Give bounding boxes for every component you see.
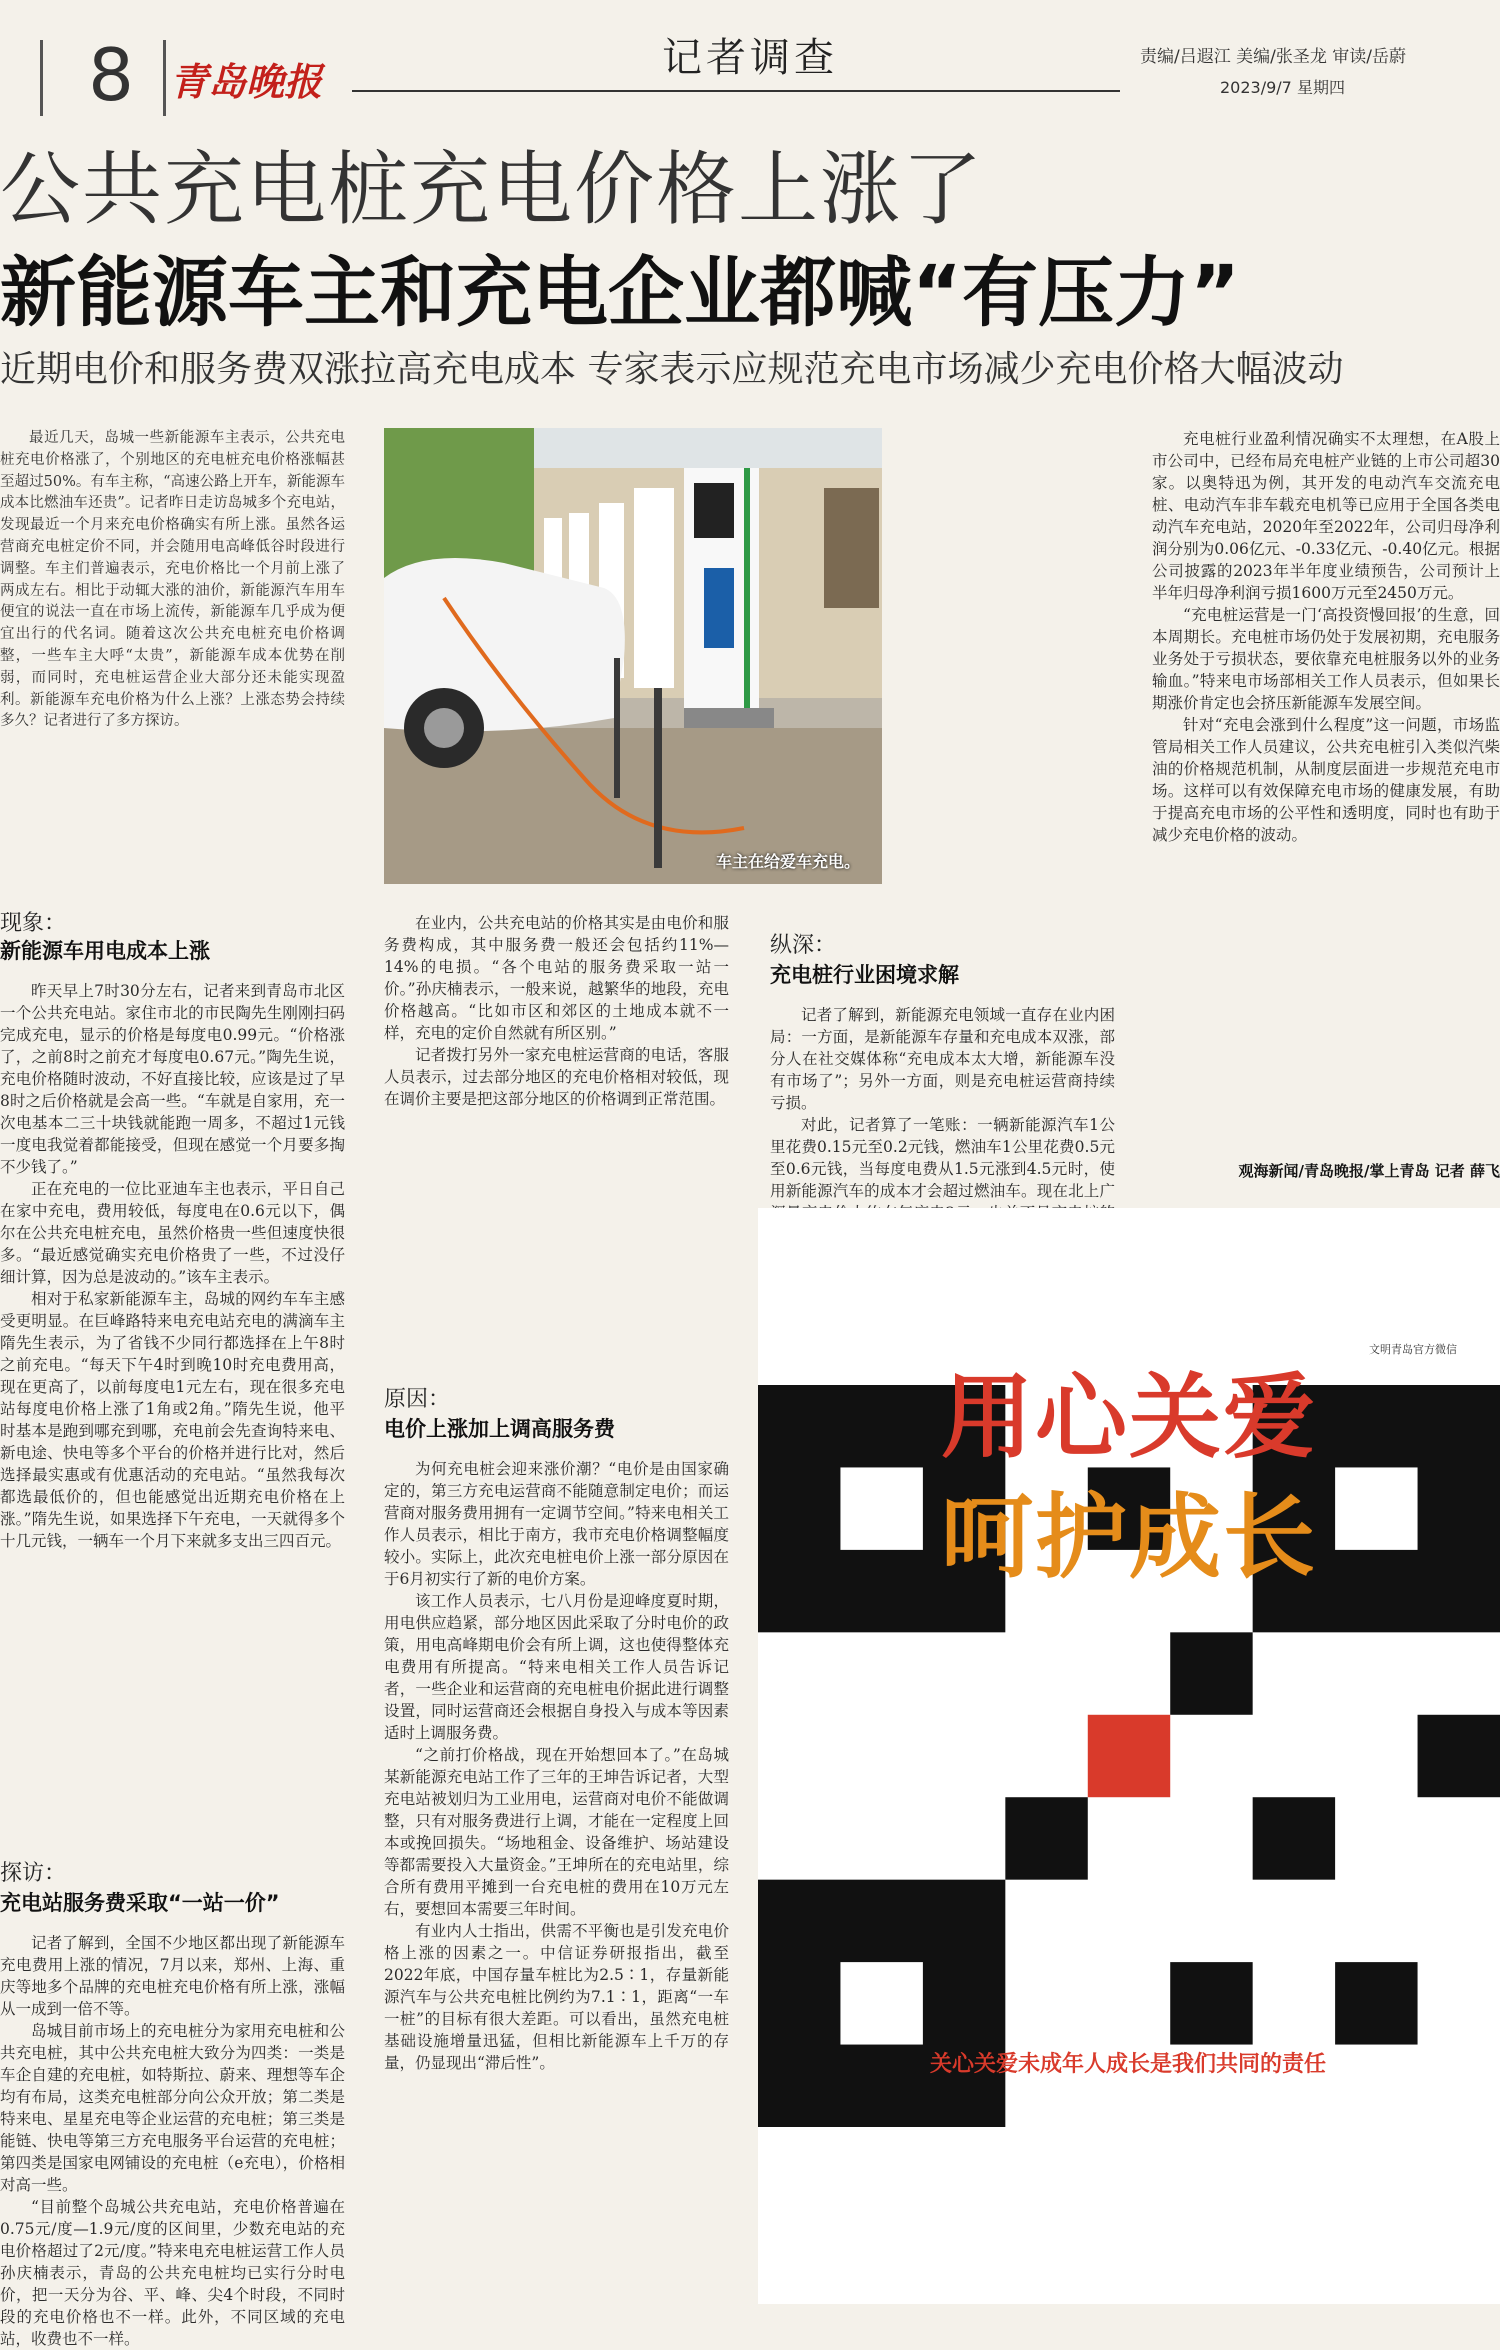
section-title-deep: 充电桩行业困境求解 (770, 963, 959, 987)
article-lead (0, 428, 345, 906)
article-byline (1152, 1160, 1500, 1186)
section-label-phenomenon: 现象： (0, 911, 67, 936)
paragraph: 在业内，公共充电站的价格其实是由电价和服务费构成，其中服务费一般还会包括约11%—14%的电损。“各个电站的服务费采取一站一价。”孙庆楠表示，一般来说，越繁华的地段，充电价格越高。“比如市区和郊区的土地成本就不一样，充电的定价自然就有所区别。” (384, 914, 729, 1042)
header-rule (352, 90, 1120, 92)
ad-headline-1: 用心关爱 (940, 1364, 1317, 1471)
charging-station-photo (384, 428, 882, 884)
ad-slogan-text: 讲文明 树新风 (818, 1264, 952, 1288)
editor-credits: 责编/吕遐江 美编/张圣龙 审读/岳蔚 (1140, 47, 1406, 67)
paragraph: 有业内人士指出，供需不平衡也是引发充电价格上涨的因素之一。中信证券研报指出，截至2022年底，中国存量车桩比为2.5∶1，存量新能源汽车与公共充电桩比例约为7.1∶1，距离“一车一桩”的目标有很大差距。可以看出，虽然充电桩基础设施增量迅猛，但相比新能源车上千万的存量，仍显现出“滞后性”。 (384, 1922, 729, 2072)
section-title-reason: 电价上涨加上调高服务费 (384, 1417, 615, 1441)
paragraph: 为何充电桩会迎来涨价潮？“电价是由国家确定的，第三方充电运营商不能随意制定电价；而运营商对服务费用拥有一定调节空间。”特来电相关工作人员表示，相比于南方，我市充电价格调整幅度较小。实际上，此次充电桩电价上涨一部分原因在于6月初实行了新的电价方案。 (384, 1460, 729, 1588)
section-label-reason: 原因： (384, 1387, 451, 1412)
section-body-reason (384, 1458, 729, 2304)
lead-paragraph: 最近几天，岛城一些新能源车主表示，公共充电桩充电价格涨了，个别地区的充电桩充电价格涨幅甚至超过50%。有车主称，“高速公路上开车，新能源车成本比燃油车还贵”。记者昨日走访岛城多个充电站，发现最近一个月来充电价格确实有所上涨。虽然各运营商充电桩定价不同，并会随用电高峰低谷时段进行调整。车主们普遍表示，充电价格比一个月前上涨了两成左右。相比于动辄大涨的油价，新能源汽车用车便宜的说法一直在市场上流传，新能源车几乎成为便宜出行的代名词。随着这次公共充电桩充电价格调整，一些车主大呼“太贵”，新能源车成本优势在削弱，而同时，充电桩运营企业大部分还未能实现盈利。新能源车充电价格为什么上涨？上涨态势会持续多久？记者进行了多方探访。 (0, 430, 345, 730)
paragraph: “之前打价格战，现在开始想回本了。”在岛城某新能源充电站工作了三年的王坤告诉记者，大型充电站被划归为工业用电，运营商对电价不能做调整，只有对服务费进行上调，才能在一定程度上回本或挽回损失。“场地租金、设备维护、场站建设等都需要投入大量资金。”王坤所在的充电站里，综合所有费用平摊到一台充电桩的费用在10万元左右，要想回本需要三年时间。 (384, 1746, 729, 1918)
divider (40, 40, 43, 116)
paragraph: “目前整个岛城公共充电站，充电价格普遍在0.75元/度—1.9元/度的区间里，少数充电站的充电价格超过了2元/度。”特来电充电桩运营工作人员孙庆楠表示，青岛的公共充电桩均已实行分时电价，把一天分为谷、平、峰、尖4个时段，不同时段的充电价格也不一样。此外，不同区域的充电站，收费也不一样。 (0, 2198, 345, 2348)
paragraph: 充电桩行业盈利情况确实不太理想，在A股上市公司中，已经布局充电桩产业链的上市公司超30家。以奥特迅为例，其开发的电动汽车交流充电桩、电动汽车非车载充电机等已应用于全国各类电动汽车充电站，2020年至2022年，公司归母净利润分别为0.06亿元、-0.33亿元、-0.40亿元。根据公司披露的2023年半年度业绩预告，公司预计上半年归母净利润亏损1600万元至2450万元。 (1152, 430, 1500, 602)
masthead (0, 0, 1500, 120)
paragraph: 记者了解到，全国不少地区都出现了新能源车充电费用上涨的情况，7月以来，郑州、上海、重庆等地多个品牌的充电桩充电价格有所上涨，涨幅从一成到一倍不等。 (0, 1934, 345, 2018)
paragraph: 针对“充电会涨到什么程度”这一问题，市场监管局相关工作人员建议，公共充电桩引入类似汽柴油的价格规范机制，从制度层面进一步规范充电市场。这样可以有效保障充电市场的健康发展，有助于提高充电市场的公平性和透明度，同时也有助于减少充电价格的波动。 (1152, 716, 1500, 844)
byline-name: 薛飞 (1469, 1162, 1500, 1180)
paragraph: 记者拨打另外一家充电桩运营商的电话，客服人员表示，过去部分地区的充电价格相对较低，现在调价主要是把这部分地区的价格调到正常范围。 (384, 1046, 729, 1108)
section-title-visit: 充电站服务费采取“一站一价” (0, 1891, 280, 1915)
paragraph: “充电桩运营是一门‘高投资慢回报’的生意，回本周期长。充电桩市场仍处于发展初期，充电服务业务处于亏损状态，要依靠充电桩服务以外的业务输血。”特来电市场部相关工作人员表示，但如果长期涨价肯定也会挤压新能源车发展空间。 (1152, 606, 1500, 712)
section-label-visit: 探访： (0, 1861, 67, 1886)
section-label-deep: 纵深： (770, 933, 837, 958)
divider (163, 40, 166, 116)
paragraph: 岛城目前市场上的充电桩分为家用充电桩和公共充电桩，其中公共充电桩大致分为四类：一类是车企自建的充电桩，如特斯拉、蔚来、理想等车企均有布局，这类充电桩部分向公众开放；第二类是特来电、星星充电等企业运营的充电桩；第三类是能链、快电等第三方充电服务平台运营的充电桩；第四类是国家电网铺设的充电桩（e充电），价格相对高一些。 (0, 2022, 345, 2194)
news-photo (384, 428, 882, 884)
paragraph: 正在充电的一位比亚迪车主也表示，平日自己在家中充电，费用较低，每度电在0.6元以下，偶尔在公共充电桩充电，虽然价格贵一些但速度快很多。“最近感觉确实充电价格贵了一些，不过没仔细计算，因为总是波动的。”该车主表示。 (0, 1180, 345, 1286)
publication-date: 2023/9/7 星期四 (1220, 78, 1345, 97)
section-body-deep-continued (1152, 428, 1500, 1158)
paragraph: 该工作人员表示，七八月份是迎峰度夏时期，用电供应趋紧，部分地区因此采取了分时电价的政策，用电高峰期电价会有所上调，这也使得整体充电费用有所提高。“特来电相关工作人员告诉记者，一些企业和运营商的充电桩电价据此进行调整设置，同时运营商还会根据自身投入与成本等因素适时上调服务费。 (384, 1592, 729, 1742)
headline-kicker: 公共充电桩充电价格上涨了 (0, 143, 984, 236)
section-body-deep (770, 1004, 1115, 1200)
newspaper-logo: 青岛晚报 (170, 59, 323, 104)
section-title-phenomenon: 新能源车用电成本上涨 (0, 939, 210, 963)
ad-sponsor: 中共青岛市委宣传部 青岛市文明办 (1240, 2268, 1470, 2286)
paragraph: 相对于私家新能源车主，岛城的网约车车主感受更明显。在巨峰路特来电充电站充电的满滴车主隋先生表示，为了省钱不少同行都选择在上午8时之前充电。“每天下午4时到晚10时充电费用高，现在更高了，以前每度电1元左右，现在很多充电站每度电价格上涨了1角或2角。”隋先生说，他平时基本是跑到哪充到哪，充电前会先查询特来电、新电途、快电等多个平台的价格并进行比对，然后选择最实惠或有优惠活动的充电站。“虽然我每次都选最低价的，但也能感觉出近期充电价格在上涨。”隋先生说，如果选择下午充电，一天就得多个十几元钱，一辆车一个月下来就多支出三四百元。 (0, 1290, 345, 1550)
section-body-visit (0, 1932, 345, 2348)
section-body-phenomenon (0, 980, 345, 1848)
public-service-ad (758, 1208, 1500, 2304)
photo-caption: 车主在给爱车充电。 (715, 852, 860, 871)
page-number: 8 (88, 33, 134, 117)
section-title: 记者调查 (662, 35, 838, 81)
ad-tag: 公益广告 (957, 1258, 1061, 1294)
qr-caption: 文明青岛官方微信 (1369, 1343, 1457, 1356)
paragraph: 对此，记者算了一笔账：一辆新能源汽车1公里花费0.15元至0.2元钱，燃油车1公里花费0.5元至0.6元钱，当每度电费从1.5元涨到4.5元时，使用新能源汽车的成本才会超过燃油车。现在北上广 (770, 1116, 1115, 1200)
ad-headline-2: 呵护成长 (940, 1484, 1317, 1591)
paragraph: 昨天早上7时30分左右，记者来到青岛市北区一个公共充电站。家住市北的市民陶先生刚刚扫码完成充电，显示的价格是每度电0.99元。“价格涨了，之前8时之前充才每度电0.67元。”陶先生说，充电价格随时波动，不好直接比较，应该是过了早8时之后价格就是会高一些。“车就是自家用，充一次电基本二三十块钱就能跑一周多，不超过1元钱一度电我觉着都能接受，但现在感觉一个月要多掏不少钱了。” (0, 982, 345, 1176)
byline-role: 记者 (1434, 1162, 1465, 1180)
headline-subtitle: 近期电价和服务费双涨拉高充电成本 专家表示应规范充电市场减少充电价格大幅波动 (0, 349, 1344, 390)
ad-footline: 关心关爱未成年人成长是我们共同的责任 (929, 2052, 1326, 2077)
byline-org: 观海新闻/青岛晚报/掌上青岛 (1238, 1162, 1430, 1180)
paragraph: 记者了解到，新能源充电领域一直存在业内困局：一方面，是新能源车存量和充电成本双涨，部分人在社交媒体称“充电成本太大增，新能源车没有市场了”；另外一方面，则是充电桩运营商持续亏损。 (770, 1006, 1115, 1112)
section-body-visit-continued (384, 912, 729, 1382)
headline-title: 新能源车主和充电企业都喊“有压力” (0, 248, 1240, 337)
